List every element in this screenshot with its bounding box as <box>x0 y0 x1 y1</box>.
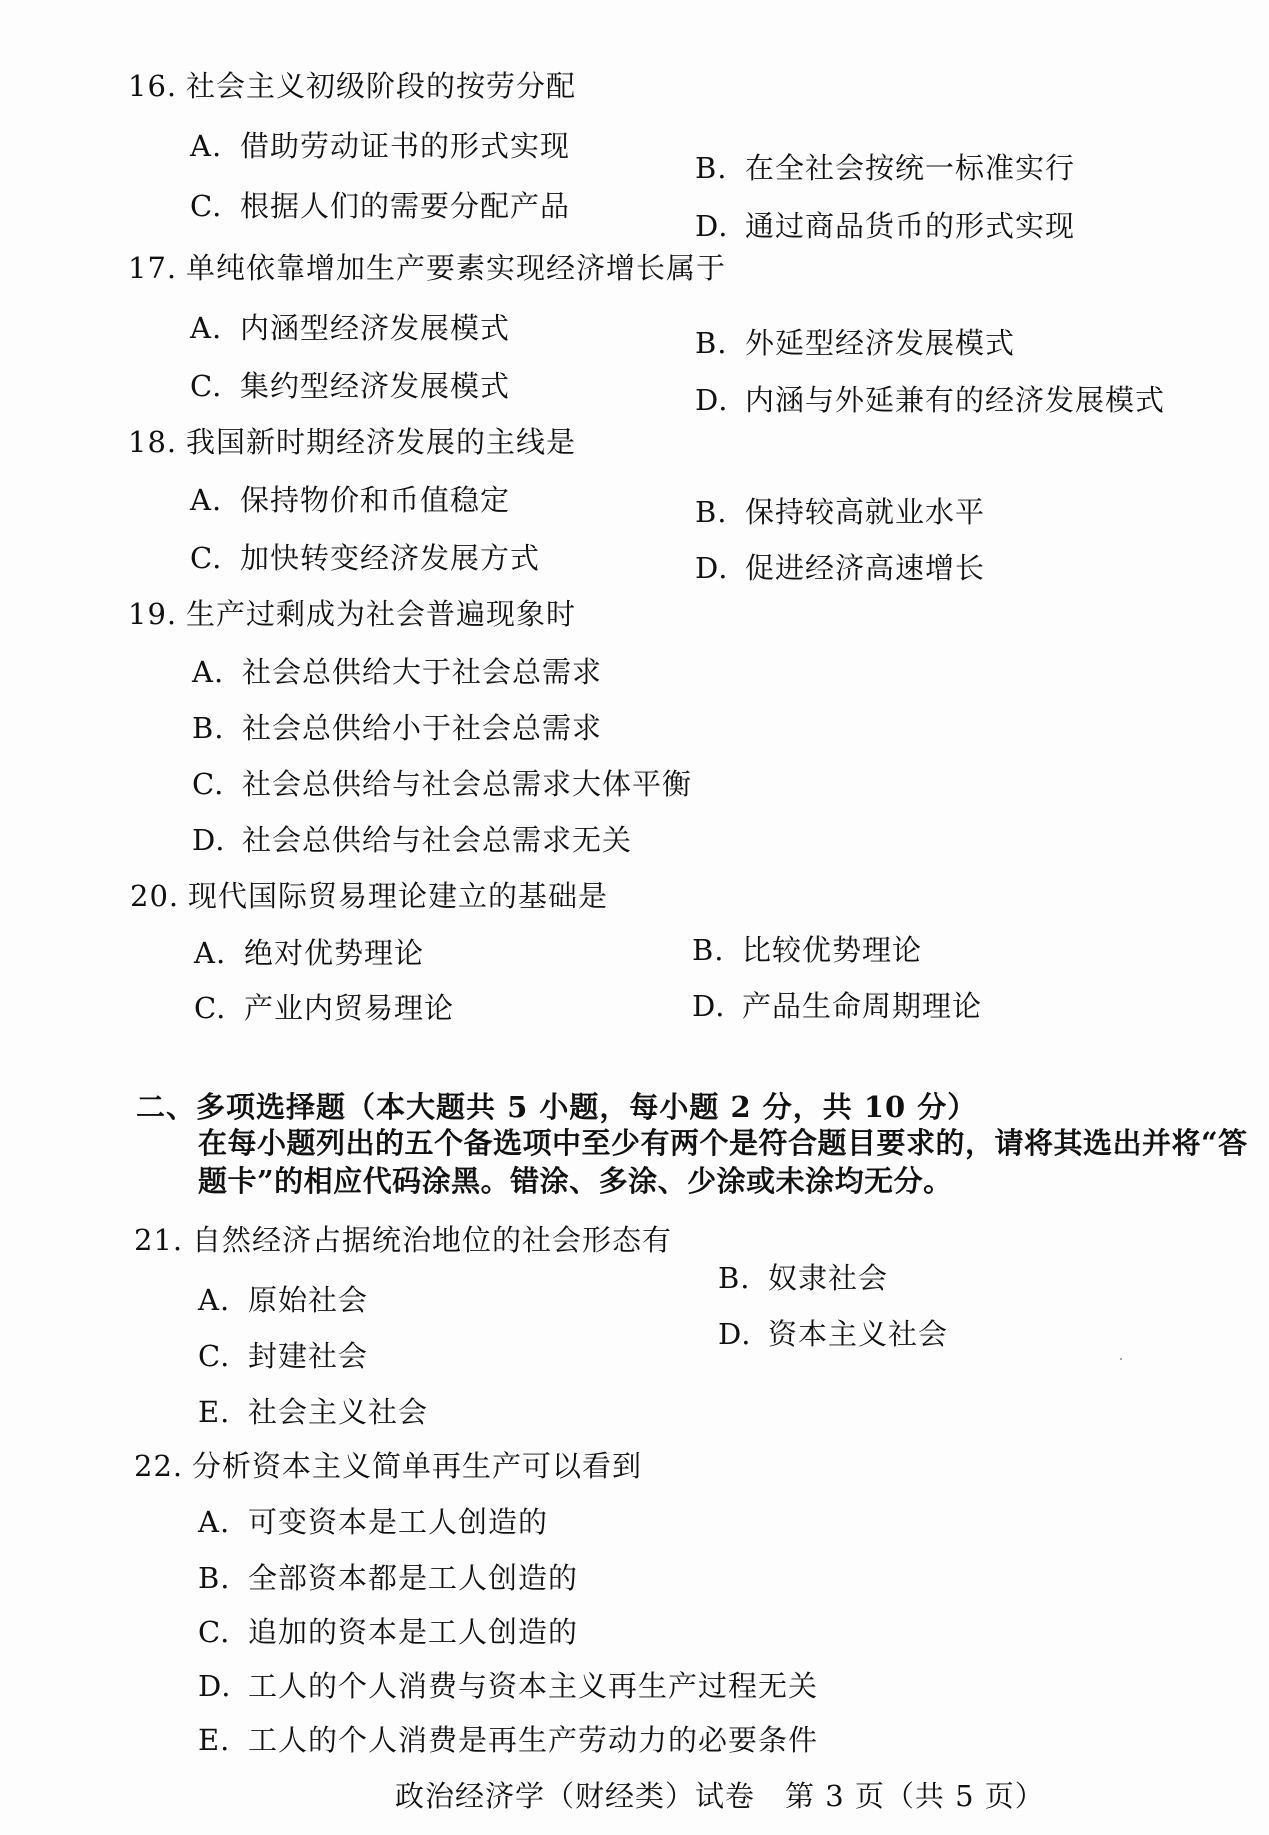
option-text: 保持较高就业水平 <box>745 495 986 529</box>
option-letter: B. <box>695 151 728 185</box>
option-text: 绝对优势理论 <box>244 936 425 970</box>
option-text: 全部资本都是工人创造的 <box>248 1561 579 1595</box>
option-22-c <box>198 1614 578 1650</box>
option-letter: B. <box>198 1561 231 1595</box>
option-text: 产品生命周期理论 <box>742 989 983 1023</box>
option-text: 社会总供给大于社会总需求 <box>242 655 603 689</box>
option-letter: D. <box>692 989 726 1023</box>
option-letter: A. <box>190 311 223 345</box>
option-18-a <box>190 482 510 518</box>
question-number: 22. <box>134 1449 184 1483</box>
option-text: 内涵型经济发展模式 <box>240 311 511 345</box>
question-number: 20. <box>130 879 180 913</box>
question-20-stem <box>130 878 608 914</box>
option-letter: A. <box>190 129 223 163</box>
option-16-a <box>190 128 570 164</box>
question-number: 17. <box>128 251 178 285</box>
page-footer: 政治经济学（财经类）试卷 第 3 页（共 5 页） <box>395 1779 1045 1813</box>
question-17-stem <box>128 250 726 286</box>
option-18-c <box>190 540 540 576</box>
question-text: 现代国际贸易理论建立的基础是 <box>188 879 609 913</box>
option-text: 加快转变经济发展方式 <box>240 541 541 575</box>
option-17-a <box>190 310 510 346</box>
option-text: 工人的个人消费是再生产劳动力的必要条件 <box>248 1723 819 1757</box>
option-letter: D. <box>192 823 226 857</box>
option-letter: D. <box>695 383 729 417</box>
question-22-stem <box>134 1448 642 1484</box>
option-letter: D. <box>718 1317 752 1351</box>
section-instruction-line2: 题卡”的相应代码涂黑。错涂、多涂、少涂或未涂均无分。 <box>198 1164 953 1198</box>
option-19-c <box>192 766 692 802</box>
option-17-c <box>190 368 510 404</box>
section-heading: 二、多项选择题（本大题共 5 小题，每小题 2 分，共 10 分） <box>136 1090 978 1124</box>
section-instruction-line1: 在每小题列出的五个备选项中至少有两个是符合题目要求的，请将其选出并将“答 <box>198 1126 1248 1160</box>
option-text: 社会主义社会 <box>248 1395 429 1429</box>
option-letter: B. <box>695 495 728 529</box>
option-letter: C. <box>198 1339 231 1373</box>
question-text: 我国新时期经济发展的主线是 <box>186 425 577 459</box>
option-letter: B. <box>718 1261 751 1295</box>
option-text: 在全社会按统一标准实行 <box>745 151 1076 185</box>
question-number: 18. <box>128 425 178 459</box>
option-18-b <box>695 494 985 530</box>
question-text: 自然经济占据统治地位的社会形态有 <box>192 1223 673 1257</box>
option-text: 社会总供给小于社会总需求 <box>242 711 603 745</box>
option-text: 社会总供给与社会总需求大体平衡 <box>242 767 693 801</box>
option-letter: E. <box>198 1723 231 1757</box>
option-text: 工人的个人消费与资本主义再生产过程无关 <box>248 1669 819 1703</box>
option-21-d <box>718 1316 948 1352</box>
option-text: 产业内贸易理论 <box>244 991 455 1025</box>
option-letter: C. <box>190 189 223 223</box>
question-text: 社会主义初级阶段的按劳分配 <box>186 69 577 103</box>
option-21-b <box>718 1260 888 1296</box>
option-text: 借助劳动证书的形式实现 <box>240 129 571 163</box>
option-text: 封建社会 <box>248 1339 369 1373</box>
option-text: 集约型经济发展模式 <box>240 369 511 403</box>
question-18-stem <box>128 424 576 460</box>
option-text: 社会总供给与社会总需求无关 <box>242 823 633 857</box>
question-number: 21. <box>134 1223 184 1257</box>
option-text: 通过商品货币的形式实现 <box>745 209 1076 243</box>
option-22-a <box>198 1504 548 1540</box>
option-letter: A. <box>190 483 223 517</box>
option-text: 内涵与外延兼有的经济发展模式 <box>745 383 1166 417</box>
option-17-b <box>695 325 1015 361</box>
option-20-b <box>692 932 922 968</box>
option-text: 促进经济高速增长 <box>745 551 986 585</box>
option-16-c <box>190 188 570 224</box>
option-text: 比较优势理论 <box>742 933 923 967</box>
option-text: 奴隶社会 <box>768 1261 889 1295</box>
question-number: 19. <box>128 597 178 631</box>
option-text: 追加的资本是工人创造的 <box>248 1615 579 1649</box>
option-letter: A. <box>198 1283 231 1317</box>
option-17-d <box>695 382 1165 418</box>
option-text: 根据人们的需要分配产品 <box>240 189 571 223</box>
option-20-d <box>692 988 982 1024</box>
option-text: 资本主义社会 <box>768 1317 949 1351</box>
option-20-c <box>194 990 454 1026</box>
option-18-d <box>695 550 985 586</box>
option-letter: B. <box>695 326 728 360</box>
option-22-d <box>198 1668 818 1704</box>
option-text: 原始社会 <box>248 1283 369 1317</box>
question-21-stem <box>134 1222 672 1258</box>
option-letter: D. <box>695 209 729 243</box>
option-22-e <box>198 1722 818 1758</box>
option-letter: A. <box>192 655 225 689</box>
option-text: 外延型经济发展模式 <box>745 326 1016 360</box>
option-letter: C. <box>190 541 223 575</box>
scan-speck <box>1120 1358 1122 1360</box>
option-letter: A. <box>194 936 227 970</box>
option-19-a <box>192 654 602 690</box>
option-20-a <box>194 935 424 971</box>
question-text: 单纯依靠增加生产要素实现经济增长属于 <box>186 251 727 285</box>
option-16-b <box>695 150 1075 186</box>
question-text: 生产过剩成为社会普遍现象时 <box>186 597 577 631</box>
question-16-stem <box>128 68 576 104</box>
option-letter: D. <box>695 551 729 585</box>
option-21-e <box>198 1394 428 1430</box>
option-letter: C. <box>198 1615 231 1649</box>
option-text: 保持物价和币值稳定 <box>240 483 511 517</box>
option-letter: B. <box>192 711 225 745</box>
option-letter: E. <box>198 1395 231 1429</box>
question-text: 分析资本主义简单再生产可以看到 <box>192 1449 643 1483</box>
question-19-stem <box>128 596 576 632</box>
option-16-d <box>695 208 1075 244</box>
option-letter: D. <box>198 1669 232 1703</box>
option-letter: A. <box>198 1505 231 1539</box>
question-number: 16. <box>128 69 178 103</box>
option-21-a <box>198 1282 368 1318</box>
option-letter: B. <box>692 933 725 967</box>
option-letter: C. <box>192 767 225 801</box>
option-letter: C. <box>190 369 223 403</box>
option-22-b <box>198 1560 578 1596</box>
option-letter: C. <box>194 991 227 1025</box>
option-19-b <box>192 710 602 746</box>
option-21-c <box>198 1338 368 1374</box>
option-19-d <box>192 822 632 858</box>
option-text: 可变资本是工人创造的 <box>248 1505 549 1539</box>
